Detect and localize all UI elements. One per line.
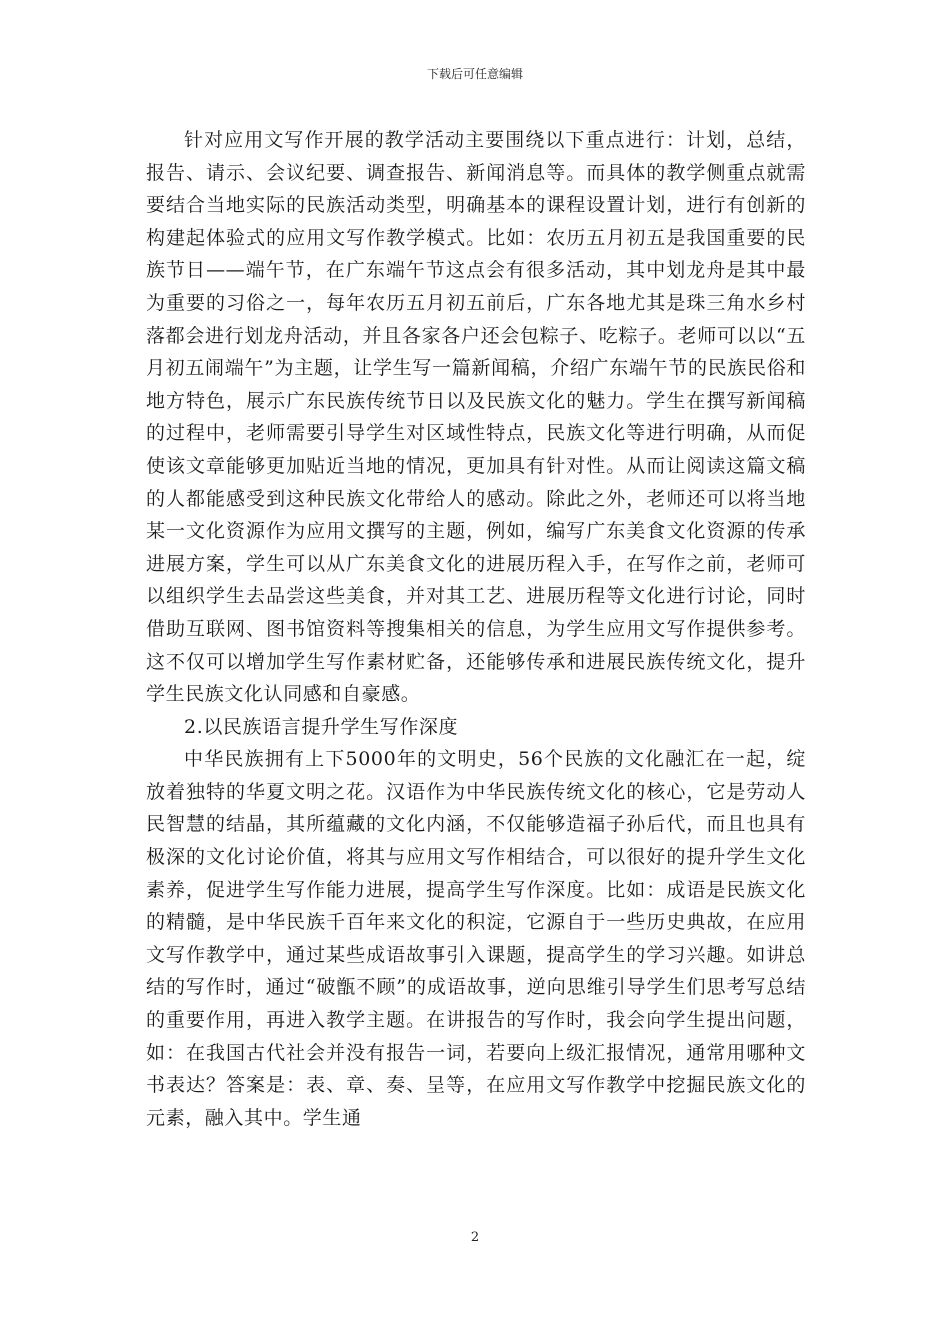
document-body xyxy=(146,124,806,1134)
page-header: 下载后可任意编辑 xyxy=(426,67,523,81)
body-paragraph-2: 中华民族拥有上下5000年的文明史，56个民族的文化融汇在一起，绽放着独特的华夏文明之花。汉语作为中华民族传统文化的核心，它是劳动人民智慧的结晶，其所蕴藏的文化内涵，不仅能够造福子孙后代，而且也具有极深的文化讨论价值，将其与应用文写作相结合，可以很好的提升学生文化素养，促进学生写作能力进展，提高学生写作深度。比如：成语是民族文化的精髓，是中华民族千百年来文化的积淀，它源自于一些历史典故，在应用文写作教学中，通过某些成语故事引入课题，提高学生的学习兴趣。如讲总结的写作时，通过“破甑不顾”的成语故事，逆向思维引导学生们思考写总结的重要作用，再进入教学主题。在讲报告的写作时，我会向学生提出问题，如：在我国古代社会并没有报告一词，若要向上级汇报情况，通常用哪种文书表达？答案是：表、章、奏、呈等，在应用文写作教学中挖掘民族文化的元素，融入其中。学生通 xyxy=(146,748,806,1129)
page-number: 2 xyxy=(470,1230,480,1245)
body-paragraph-1: 针对应用文写作开展的教学活动主要围绕以下重点进行：计划，总结，报告、请示、会议纪要、调查报告、新闻消息等。而具体的教学侧重点就需要结合当地实际的民族活动类型，明确基本的课程设置计划，进行有创新的构建起体验式的应用文写作教学模式。比如：农历五月初五是我国重要的民族节日——端午节，在广东端午节这点会有很多活动，其中划龙舟是其中最为重要的习俗之一，每年农历五月初五前后，广东各地尤其是珠三角水乡村落都会进行划龙舟活动，并且各家各户还会包粽子、吃粽子。老师可以以“五月初五闹端午”为主题，让学生写一篇新闻稿，介绍广东端午节的民族民俗和地方特色，展示广东民族传统节日以及民族文化的魅力。学生在撰写新闻稿的过程中，老师需要引导学生对区域性特点，民族文化等进行明确，从而促使该文章能够更加贴近当地的情况，更加具有针对性。从而让阅读这篇文稿的人都能感受到这种民族文化带给人的感动。除此之外，老师还可以将当地某一文化资源作为应用文撰写的主题，例如，编写广东美食文化资源的传承进展方案，学生可以从广东美食文化的进展历程入手，在写作之前，老师可以组织学生去品尝这些美食，并对其工艺、进展历程等文化进行讨论，同时借助互联网、图书馆资料等搜集相关的信息，为学生应用文写作提供参考。这不仅可以增加学生写作素材贮备，还能够传承和进展民族传统文化，提升学生民族文化认同感和自豪感。 xyxy=(146,129,806,706)
section-heading: 2.以民族语言提升学生写作深度 xyxy=(184,715,459,738)
